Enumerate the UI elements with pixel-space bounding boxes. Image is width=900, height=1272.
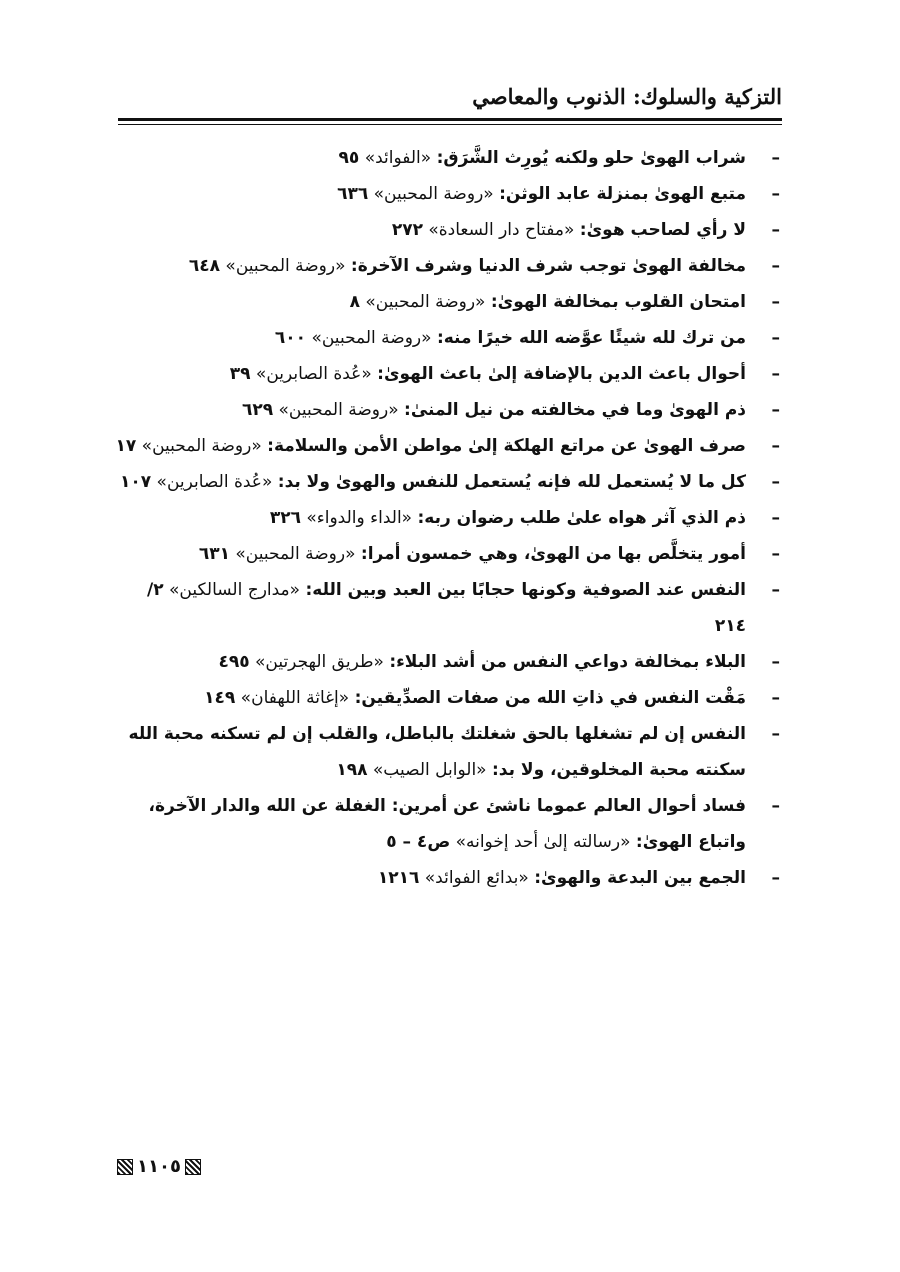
entry-source: «مفتاح دار السعادة» <box>422 220 580 240</box>
entry-page-ref: ٩٥ <box>338 148 360 168</box>
index-entry <box>112 500 782 536</box>
entry-page-ref: ص٤ – ٥ <box>386 832 451 852</box>
entry-source: «طريق الهجرتين» <box>249 652 390 672</box>
entry-dash: – <box>771 796 780 816</box>
entry-topic: أمور يتخلَّص بها من الهوىٰ، وهي خمسون أمرا: <box>360 544 746 564</box>
entry-topic: من ترك لله شيئًا عوَّضه الله خيرًا منه: <box>436 328 746 348</box>
entry-source: «روضة المحبين» <box>220 256 351 276</box>
page-footer <box>117 1156 201 1177</box>
entry-source: «مدارج السالكين» <box>163 580 306 600</box>
entry-page-ref: ٦٢٩ <box>241 400 274 420</box>
entry-source: «رسالته إلىٰ أحد إخوانه» <box>450 832 636 852</box>
ornament-icon <box>117 1159 133 1175</box>
entry-source: «الوابل الصيب» <box>367 760 492 780</box>
entry-topic: مخالفة الهوىٰ توجب شرف الدنيا وشرف الآخرة: <box>350 256 746 276</box>
entry-source: «روضة المحبين» <box>136 436 268 456</box>
entry-dash: – <box>771 328 780 348</box>
entry-page-ref: ٣٩ <box>229 364 251 384</box>
entry-source: «الداء والدواء» <box>300 508 418 528</box>
entry-dash: – <box>771 292 780 312</box>
entry-page-ref: ٨ <box>349 292 360 312</box>
entry-topic: ذم الذي آثر هواه علىٰ طلب رضوان ربه: <box>417 508 746 528</box>
entry-dash: – <box>771 472 780 492</box>
header-rule-thin <box>118 124 782 125</box>
entry-source: «روضة المحبين» <box>368 184 500 204</box>
entry-topic: امتحان القلوب بمخالفة الهوىٰ: <box>490 292 746 312</box>
entry-dash: – <box>771 148 780 168</box>
entry-page-ref: ١٢١٦ <box>377 868 420 888</box>
entry-page-ref: ٦٤٨ <box>188 256 221 276</box>
entry-topic: الجمع بين البدعة والهوىٰ: <box>534 868 746 888</box>
index-entry <box>112 248 782 284</box>
index-entry <box>112 572 782 644</box>
index-entry <box>112 644 782 680</box>
entry-dash: – <box>771 868 780 888</box>
entry-dash: – <box>771 580 780 600</box>
index-entry <box>112 356 782 392</box>
entry-dash: – <box>771 544 780 564</box>
entry-topic: متبع الهوىٰ بمنزلة عابد الوثن: <box>499 184 746 204</box>
entry-dash: – <box>771 184 780 204</box>
entry-page-ref: ١٤٩ <box>204 688 236 708</box>
entry-dash: – <box>771 256 780 276</box>
entry-dash: – <box>771 364 780 384</box>
index-entry <box>112 140 782 176</box>
entry-topic: كل ما لا يُستعمل لله فإنه يُستعمل للنفس والهوىٰ ولا بد: <box>277 472 746 492</box>
entry-dash: – <box>771 652 780 672</box>
entry-dash: – <box>771 436 780 456</box>
entry-topic: النفس عند الصوفية وكونها حجابًا بين العبد وبين الله: <box>305 580 746 600</box>
ornament-icon <box>185 1159 201 1175</box>
entry-dash: – <box>771 400 780 420</box>
index-entry <box>112 716 782 788</box>
entry-page-ref: ١٠٧ <box>120 472 152 492</box>
entry-topic: ذم الهوىٰ وما في مخالفته من نيل المنىٰ: <box>404 400 746 420</box>
entry-page-ref: ٣٢٦ <box>269 508 301 528</box>
index-entry <box>112 428 782 464</box>
index-entry <box>112 284 782 320</box>
entry-source: «عُدة الصابرين» <box>250 364 378 384</box>
entry-page-ref: ١٧ <box>115 436 137 456</box>
index-entry <box>112 320 782 356</box>
entry-page-ref: ٦٣١ <box>198 544 230 564</box>
entry-topic: أحوال باعث الدين بالإضافة إلىٰ باعث الهوىٰ: <box>377 364 746 384</box>
entry-dash: – <box>771 724 780 744</box>
entry-page-ref: ٢٧٢ <box>391 220 423 240</box>
index-entry <box>112 212 782 248</box>
entry-source: «بدائع الفوائد» <box>419 868 535 888</box>
entry-topic: مَقْت النفس في ذاتِ الله من صفات الصدِّيقين: <box>354 688 746 708</box>
entry-page-ref: ٤٩٥ <box>218 652 250 672</box>
entry-source: «روضة المحبين» <box>230 544 361 564</box>
entry-source: «روضة المحبين» <box>359 292 491 312</box>
entry-topic: النفس إن لم تشغلها بالحق شغلتك بالباطل، والقلب إن لم تسكنه محبة الله سكنته محبة المخلوقين، ولا بد: <box>128 724 746 780</box>
index-entry <box>112 788 782 860</box>
entry-page-ref: ٦٣٦ <box>337 184 369 204</box>
index-entry <box>112 860 782 896</box>
index-entry <box>112 464 782 500</box>
entry-page-ref: ٢/ ٢١٤ <box>147 580 746 636</box>
entry-dash: – <box>771 508 780 528</box>
entry-topic: البلاء بمخالفة دواعي النفس من أشد البلاء: <box>389 652 746 672</box>
entry-page-ref: ١٩٨ <box>336 760 368 780</box>
entry-topic: فساد أحوال العالم عموما ناشئ عن أمرين: الغفلة عن الله والدار الآخرة، واتباع الهوىٰ: <box>148 796 746 852</box>
entry-topic: لا رأي لصاحب هوىٰ: <box>579 220 746 240</box>
entry-source: «روضة المحبين» <box>306 328 437 348</box>
entry-dash: – <box>771 220 780 240</box>
entry-dash: – <box>771 688 780 708</box>
header-rule <box>118 118 782 121</box>
entry-page-ref: ٦٠٠ <box>274 328 307 348</box>
index-entry <box>112 680 782 716</box>
page-number: ١١٠٥ <box>137 1156 181 1177</box>
entry-topic: صرف الهوىٰ عن مراتع الهلكة إلىٰ مواطن الأمن والسلامة: <box>267 436 746 456</box>
index-entry <box>112 176 782 212</box>
entry-source: «الفوائد» <box>359 148 437 168</box>
header-title: التزكية والسلوك: الذنوب والمعاصي <box>472 84 782 109</box>
entry-source: «روضة المحبين» <box>273 400 405 420</box>
entry-source: «إغاثة اللهفان» <box>235 688 355 708</box>
index-entry <box>112 536 782 572</box>
entry-source: «عُدة الصابرين» <box>151 472 278 492</box>
index-entries-list <box>112 140 782 896</box>
running-header <box>118 78 782 118</box>
entry-topic: شراب الهوىٰ حلو ولكنه يُورِث الشَّرَق: <box>436 148 746 168</box>
index-entry <box>112 392 782 428</box>
